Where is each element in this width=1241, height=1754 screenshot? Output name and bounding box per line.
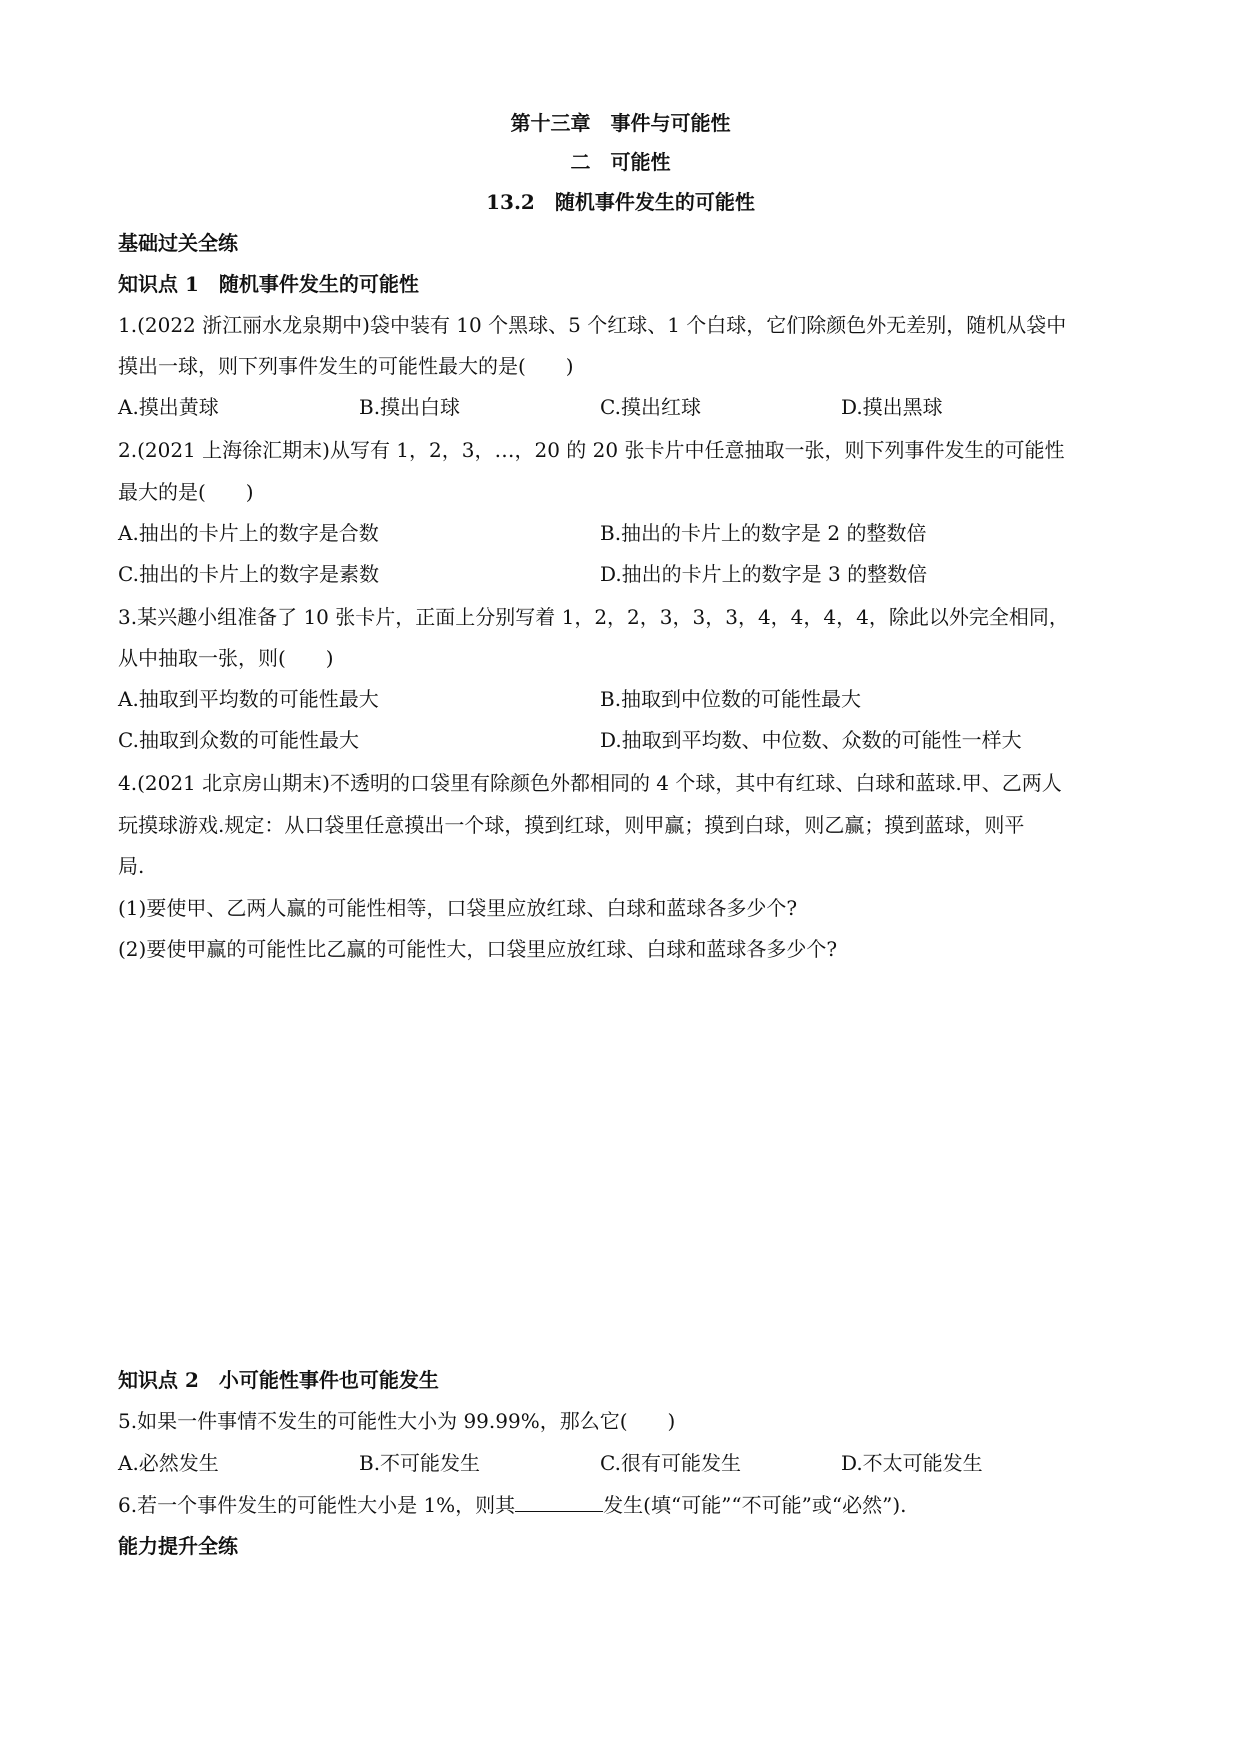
q6-answer-blank	[515, 1491, 603, 1512]
q6-line	[118, 1491, 906, 1519]
q1-line2: 摸出一球，则下列事件发生的可能性最大的是( )	[118, 354, 574, 378]
knowledge-point-1: 知识点 1 随机事件发生的可能性	[118, 272, 419, 296]
q4-sub2: (2)要使甲赢的可能性比乙赢的可能性大，口袋里应放红球、白球和蓝球各多少个?	[118, 937, 838, 961]
q5-option-d: D.不太可能发生	[841, 1451, 983, 1475]
q6-text-before: 6.若一个事件发生的可能性大小是 1%，则其	[118, 1493, 516, 1517]
knowledge-point-2: 知识点 2 小可能性事件也可能发生	[118, 1368, 439, 1392]
q3-option-b: B.抽取到中位数的可能性最大	[600, 687, 862, 711]
q5-option-a: A.必然发生	[118, 1451, 219, 1475]
section-title: 二 可能性	[570, 150, 671, 174]
q5-line1: 5.如果一件事情不发生的可能性大小为 99.99%，那么它( )	[118, 1409, 676, 1433]
q4-line2: 玩摸球游戏.规定：从口袋里任意摸出一个球，摸到红球，则甲赢；摸到白球，则乙赢；摸到蓝球，则平	[118, 813, 1025, 837]
q4-line1: 4.(2021 北京房山期末)不透明的口袋里有除颜色外都相同的 4 个球，其中有红球、白球和蓝球.甲、乙两人	[118, 771, 1062, 795]
q6-text-after: 发生(填“可能”“不可能”或“必然”).	[603, 1493, 907, 1517]
q2-option-b: B.抽出的卡片上的数字是 2 的整数倍	[600, 521, 927, 545]
q1-option-d: D.摸出黑球	[841, 395, 943, 419]
q1-option-b: B.摸出白球	[359, 395, 461, 419]
q2-line1: 2.(2021 上海徐汇期末)从写有 1，2，3，…，20 的 20 张卡片中任意抽取一张，则下列事件发生的可能性	[118, 438, 1065, 462]
q2-option-a: A.抽出的卡片上的数字是合数	[118, 521, 379, 545]
q4-line3: 局.	[118, 854, 145, 878]
q1-option-a: A.摸出黄球	[118, 395, 219, 419]
part-title-advanced: 能力提升全练	[118, 1534, 238, 1558]
q1-line1: 1.(2022 浙江丽水龙泉期中)袋中装有 10 个黑球、5 个红球、1 个白球，它们除颜色外无差别，随机从袋中	[118, 313, 1067, 337]
q3-line1: 3.某兴趣小组准备了 10 张卡片，正面上分别写着 1，2，2，3，3，3，4，4，4，4，除此以外完全相同，	[118, 605, 1069, 629]
q2-option-d: D.抽出的卡片上的数字是 3 的整数倍	[600, 562, 928, 586]
lesson-title: 13.2 随机事件发生的可能性	[486, 190, 755, 214]
q3-option-c: C.抽取到众数的可能性最大	[118, 728, 359, 752]
q5-option-b: B.不可能发生	[359, 1451, 481, 1475]
q4-sub1: (1)要使甲、乙两人赢的可能性相等，口袋里应放红球、白球和蓝球各多少个?	[118, 896, 798, 920]
q1-option-c: C.摸出红球	[600, 395, 701, 419]
part-title-basic: 基础过关全练	[118, 231, 238, 255]
q3-option-d: D.抽取到平均数、中位数、众数的可能性一样大	[600, 728, 1022, 752]
q2-option-c: C.抽出的卡片上的数字是素数	[118, 562, 379, 586]
q2-line2: 最大的是( )	[118, 480, 254, 504]
q3-line2: 从中抽取一张，则( )	[118, 646, 334, 670]
q5-option-c: C.很有可能发生	[600, 1451, 741, 1475]
q3-option-a: A.抽取到平均数的可能性最大	[118, 687, 379, 711]
chapter-title: 第十三章 事件与可能性	[510, 111, 731, 135]
